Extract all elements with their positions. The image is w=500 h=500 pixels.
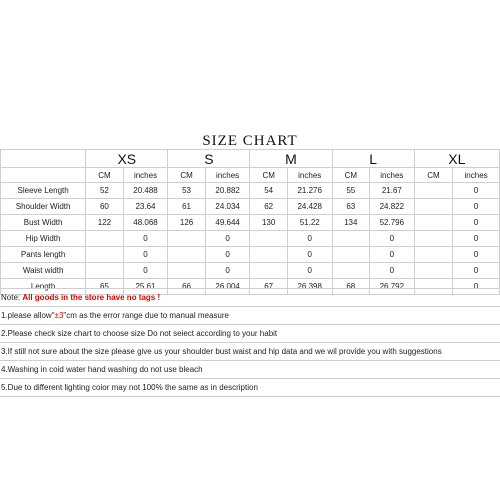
value-cm [414,215,452,231]
value-inches: 20.882 [205,183,250,199]
value-inches: 49.644 [205,215,250,231]
value-cm [86,231,123,247]
value-inches: 0 [370,231,415,247]
value-cm [250,247,287,263]
unit-cm: CM [414,168,452,183]
unit-inches: inches [205,168,250,183]
value-inches: 26.004 [205,279,250,295]
note-5: 5.Due to different lighting coior may not 100% the same as in description [0,379,500,397]
value-inches: 0 [287,247,332,263]
value-cm [414,183,452,199]
unit-inches: inches [123,168,168,183]
measurement-row [1,263,500,279]
unit-cm: CM [250,168,287,183]
value-cm [168,231,205,247]
size-chart-table [0,149,500,295]
unit-header-row [1,168,500,183]
value-inches: 21.276 [287,183,332,199]
value-cm: 67 [250,279,287,295]
value-inches: 0 [453,279,500,295]
note-prefix: Note: [1,293,23,302]
size-m: M [250,150,332,168]
measurement-label: Pants length [1,247,86,263]
note-2: 2.Please check size chart to choose size Do not seiect according to your habit [0,325,500,343]
value-inches: 0 [287,231,332,247]
value-inches: 26.398 [287,279,332,295]
value-inches: 23.64 [123,199,168,215]
value-inches: 0 [453,247,500,263]
note-highlight: All goods in the store have no tags ! [22,293,161,302]
unit-cm: CM [332,168,369,183]
note-4: 4.Washing in coid water hand washing do not use bleach [0,361,500,379]
empty-unit-label-cell [1,168,86,183]
size-header-row [1,150,500,168]
size-xs: XS [86,150,168,168]
value-inches: 48.068 [123,215,168,231]
note-no-tags [0,288,500,307]
value-cm [332,247,369,263]
value-cm: 122 [86,215,123,231]
value-cm [332,231,369,247]
value-cm [250,263,287,279]
value-cm [86,263,123,279]
measurement-label: Waist width [1,263,86,279]
value-cm [168,263,205,279]
value-cm [86,247,123,263]
value-inches: 25.61 [123,279,168,295]
value-inches: 52.796 [370,215,415,231]
value-cm: 60 [86,199,123,215]
value-inches: 20.488 [123,183,168,199]
value-cm [332,263,369,279]
note-1-end: "cm as the error range due to manual measure [63,311,229,320]
value-cm: 55 [332,183,369,199]
note-3: 3.If still not sure about the size please give us your shoulder bust waist and hip data and we wil provide you with suggestions [0,343,500,361]
measurement-row [1,183,500,199]
note-1-start: 1.please allow" [1,311,55,320]
value-inches: 0 [287,263,332,279]
measurement-label: Sleeve Length [1,183,86,199]
value-cm: 63 [332,199,369,215]
value-inches: 0 [453,231,500,247]
value-inches: 0 [123,247,168,263]
value-cm: 68 [332,279,369,295]
value-inches: 24.428 [287,199,332,215]
value-cm [414,247,452,263]
unit-inches: inches [453,168,500,183]
value-cm [414,263,452,279]
value-cm: 54 [250,183,287,199]
unit-inches: inches [287,168,332,183]
value-inches: 0 [205,247,250,263]
value-cm: 65 [86,279,123,295]
value-cm: 126 [168,215,205,231]
value-inches: 0 [370,263,415,279]
measurement-row [1,231,500,247]
value-inches: 26.792 [370,279,415,295]
measurement-label: Shoulder Width [1,199,86,215]
note-1 [0,307,500,325]
measurement-row [1,199,500,215]
size-xl: XL [414,150,499,168]
measurement-label: Hip Width [1,231,86,247]
value-inches: 0 [123,231,168,247]
size-chart-body [1,150,500,295]
size-s: S [168,150,250,168]
value-inches: 21.67 [370,183,415,199]
value-cm: 53 [168,183,205,199]
value-cm: 62 [250,199,287,215]
value-cm [168,247,205,263]
value-cm: 134 [332,215,369,231]
value-cm: 61 [168,199,205,215]
value-inches: 0 [453,199,500,215]
value-cm: 66 [168,279,205,295]
value-inches: 51.22 [287,215,332,231]
value-inches: 0 [205,263,250,279]
value-cm [414,231,452,247]
value-cm: 52 [86,183,123,199]
measurement-label: Length [1,279,86,295]
value-inches: 0 [453,263,500,279]
empty-corner-cell [1,150,86,168]
value-cm [414,199,452,215]
size-l: L [332,150,414,168]
measurement-row [1,215,500,231]
unit-inches: inches [370,168,415,183]
value-inches: 0 [453,215,500,231]
unit-cm: CM [86,168,123,183]
notes-section [0,288,500,397]
value-inches: 24.034 [205,199,250,215]
measurement-label: Bust Width [1,215,86,231]
size-chart-title: SIZE CHART [202,133,298,149]
value-inches: 0 [123,263,168,279]
value-inches: 0 [370,247,415,263]
value-cm: 130 [250,215,287,231]
value-cm [250,231,287,247]
value-inches: 0 [205,231,250,247]
unit-cm: CM [168,168,205,183]
value-inches: 24.822 [370,199,415,215]
note-1-tolerance: ±3 [54,311,64,320]
measurement-row [1,247,500,263]
value-inches: 0 [453,183,500,199]
